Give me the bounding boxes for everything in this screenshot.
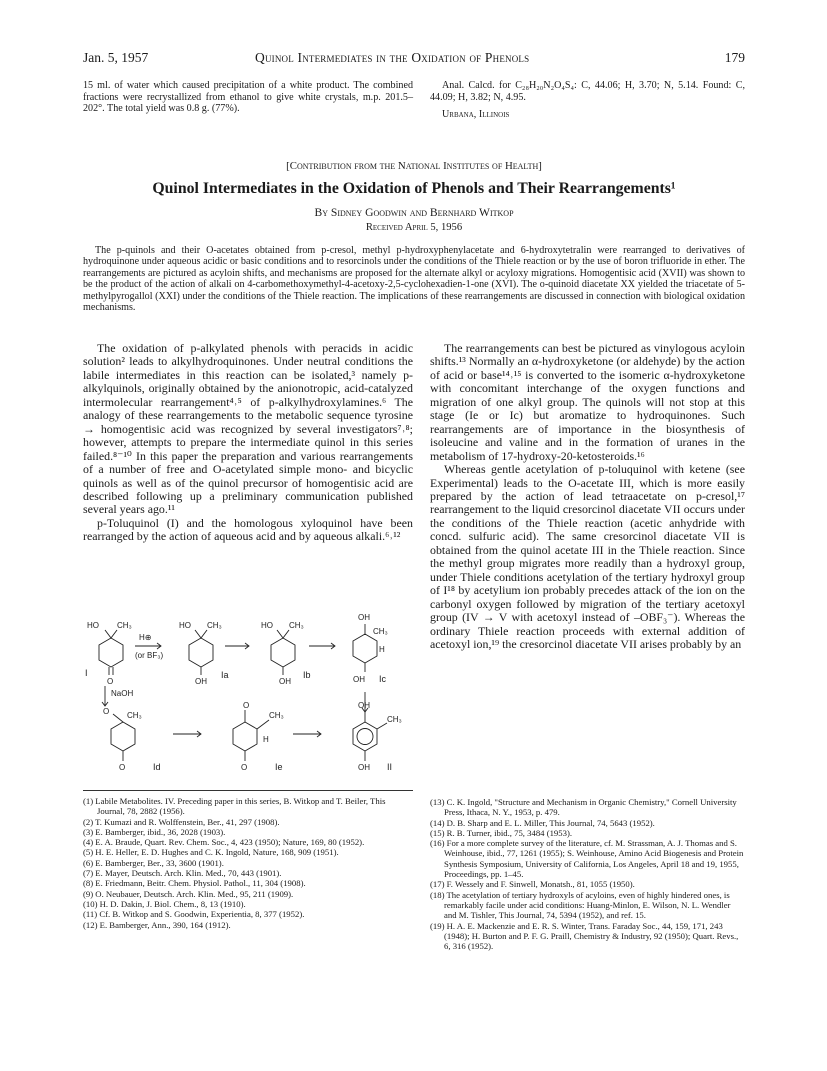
analysis-text: Anal. Calcd. for C₂₈H₂₀N₂O₄S₄: C, 44.06; H, 3.70; N, 5.14. Found: C, 44.09; H, 3.82; N, 4.95. <box>430 80 745 103</box>
ring-Ie <box>233 722 257 751</box>
footnote-16: (16) For a more complete survey of the literature, cf. M. Strassman, A. J. Thomas and S. Weinhouse, ibid., 77, 1261 (1955); S. Weinhouse, Amino Acid Biogenesis and Protein Synthesis Symposium, University of California, Los Angeles, April 18 and 19, 1955, Proceedings, pp. 1–45. <box>430 838 744 880</box>
left-column-body <box>83 342 413 544</box>
footnote-7: (7) E. Mayer, Deutsch. Arch. Klin. Med., 70, 443 (1901). <box>83 868 282 879</box>
footnote-19: (19) H. A. E. Mackenzie and E. R. S. Winter, Trans. Faraday Soc., 44, 159, 171, 243 (1948); H. Burton and P. F. G. Praill, Chemistry & Industry, 92 (1950); Quart. Revs., 6, 316 (1952). <box>430 920 739 952</box>
label-HO-Ia: HO <box>179 621 191 630</box>
running-title: Quinol Intermediates in the Oxidation of Phenols <box>255 50 530 65</box>
right-column-body <box>430 342 745 651</box>
naoh-label: NaOH <box>111 689 134 698</box>
previous-article-text: 15 ml. of water which caused precipitation of a white product. The combined fractions were recrystallized from ethanol to give white crystals, m.p. 201.5–202°. The total yield was 0.8 g. (77%). <box>83 80 413 115</box>
ring-Ia <box>189 638 213 667</box>
affiliation-place: Urbana, Illinois <box>442 109 510 121</box>
label-OH-II-top: OH <box>358 701 370 710</box>
footnote-12: (12) E. Bamberger, Ann., 390, 164 (1912). <box>83 919 231 930</box>
label-O-Ie: O <box>243 701 250 710</box>
compound-label-Ia: Ia <box>221 670 229 680</box>
previous-article-end <box>83 80 413 115</box>
contribution-line: [Contribution from the National Institutes of Health] <box>286 160 542 172</box>
compound-label-Ic: Ic <box>379 674 387 684</box>
label-HO-Ib: HO <box>261 621 273 630</box>
label-CH3-Ib: CH₃ <box>289 621 304 630</box>
abstract: The p-quinols and their O-acetates obtained from p-cresol, methyl p-hydroxyphenylacetate and 6-hydroxytetralin were rearranged to derivatives of hydroquinone under aqueous acidic or basic conditions and to resorcinols under the conditions of the Thiele reaction or by the use of boron trifluoride in ether. The rearrangements are pictured as acyloin shifts, and mechanisms are proposed for the alternate alkyl or acyloxy migrations. Homogentisic acid (XVII) was shown to be the product of the action of alkali on 4-carbomethoxymethyl-4-acetoxy-2,5-cyclohexadien-1-one (XVI). The o-quinoid diacetate XX yielded the triacetate of 5-methylpyrogallol (XXI) under the conditions of the Thiele reaction. The implications of these rearrangements are discussed in connection with biological oxidation mechanisms. <box>83 245 745 314</box>
footnote-9: (9) O. Neubauer, Deutsch. Arch. Klin. Med., 95, 211 (1909). <box>83 888 294 899</box>
footnote-5: (5) H. E. Heller, E. D. Hughes and C. K. Ingold, Nature, 168, 909 (1951). <box>83 847 339 858</box>
footnote-4: (4) E. A. Braude, Quart. Rev. Chem. Soc., 4, 423 (1950); Nature, 169, 80 (1952). <box>83 837 365 848</box>
toluquinol-paragraph: p-Toluquinol (I) and the homologous xyloquinol have been rearranged by the action of aqueous acid and by aqueous alkali.⁶˒¹² <box>83 515 413 544</box>
footnote-6: (6) E. Bamberger, Ber., 33, 3600 (1901). <box>83 857 224 868</box>
footnotes-right <box>430 797 745 951</box>
ring-Ic <box>353 634 377 663</box>
previous-article-analysis <box>430 80 745 121</box>
authors: By Sidney Goodwin and Bernhard Witkop <box>314 206 514 219</box>
compound-label-II: II <box>387 762 393 772</box>
ring-Ib <box>271 638 295 667</box>
catalyst-alt-label: (or BF₃) <box>135 651 164 660</box>
reaction-scheme <box>83 606 413 784</box>
footnote-14: (14) D. B. Sharp and E. L. Miller, This Journal, 74, 5643 (1952). <box>430 817 655 828</box>
footnote-3: (3) E. Bamberger, ibid., 36, 2028 (1903). <box>83 826 226 837</box>
running-date: Jan. 5, 1957 <box>83 50 149 65</box>
label-O-I: O <box>107 677 114 686</box>
label-O-Id: O <box>103 707 110 716</box>
label-HO-I: HO <box>87 621 99 630</box>
label-OH-Ic: OH <box>353 675 365 684</box>
label-OH-Ia: OH <box>195 677 207 686</box>
compound-label-Ie: Ie <box>275 762 283 772</box>
catalyst-label: H⊕ <box>139 633 152 642</box>
label-CH3-Ic: CH₃ <box>373 627 388 636</box>
compound-label-I: I <box>85 668 88 678</box>
label-H-Ic: H <box>379 645 385 654</box>
label-CH3-II: CH₃ <box>387 715 402 724</box>
article-title: Quinol Intermediates in the Oxidation of Phenols and Their Rearrangements¹ <box>152 180 676 197</box>
footnote-8: (8) E. Friedmann, Beitr. Chem. Physiol. Pathol., 11, 304 (1908). <box>83 878 306 889</box>
footnote-18: (18) The acetylation of tertiary hydroxyls of acyloins, even of highly hindered ones, is remarkably facile under acid conditions: Huang-Minlon, E. Wilson, N. L. Wendler and M. Tishler, This Journal, 74, 5394 (1952), and ref. 15. <box>430 889 731 921</box>
acetylation-paragraph: Whereas gentle acetylation of p-toluquinol with ketene (see Experimental) leads to the O-acetate III, which is more easily prepared by the action of lead tetraacetate on p-cresol,¹⁷ rearrangement to the liquid cresorcinol diacetate VII occurs under the conditions of the Thiele reaction (acetic anhydride with concd. sulfuric acid). The same cresorcinol diacetate VII is obtained from the quinol acetate III in the Thiele reaction. Since the methyl group migrates more readily than a hydroxyl group, under Thiele conditions acetylation of the tertiary hydroxyl group of I¹⁸ by acetylium ion probably precedes attack of the ion on the carbonyl oxygen followed by migration of the tertiary acetoxyl group (IV → V with acetoxyl instead of –OBF₃⁻). Whereas the ordinary Thiele reaction proceeds with external addition of acetoxyl ion,¹⁹ the cresorcinol diacetate VII arises probably by an <box>430 462 745 651</box>
label-OH-Ib: OH <box>279 677 291 686</box>
footnote-13: (13) C. K. Ingold, "Structure and Mechanism in Organic Chemistry," Cornell University Press, Ithaca, N. Y., 1953, p. 479. <box>430 797 737 818</box>
label-H-Ie: H <box>263 735 269 744</box>
footnote-15: (15) R. B. Turner, ibid., 75, 3484 (1953). <box>430 827 573 838</box>
label-CH3-I: CH₃ <box>117 621 132 630</box>
label-CH3-Id: CH₃ <box>127 711 142 720</box>
acyloin-paragraph: The rearrangements can best be pictured as vinylogous acyloin shifts.¹³ Normally an α-hydroxyketone (or aldehyde) by the action of acid or base¹⁴˒¹⁵ is converted to the isomeric α-hydroxyketone with concomitant interchange of the oxygen functions and migration of one alkyl group. The quinols will not stop at this stage (Ie or Ic) but aromatize to hydroquinones. Such rearrangements are of importance in the biosynthesis of isoleucine and valine and in the formation of uranes in the metabolism of 17-hydroxy-20-ketosteroids.¹⁶ <box>430 341 745 463</box>
ring-Id <box>111 722 135 751</box>
label-CH3-Ia: CH₃ <box>207 621 222 630</box>
label-O-Ie-bottom: O <box>241 763 248 772</box>
footnote-11: (11) Cf. B. Witkop and S. Goodwin, Experientia, 8, 377 (1952). <box>83 909 305 920</box>
compound-label-Id: Id <box>153 762 161 772</box>
label-CH3-Ie: CH₃ <box>269 711 284 720</box>
page-number: 179 <box>724 50 745 65</box>
footnotes-left <box>83 796 413 930</box>
intro-paragraph: The oxidation of p-alkylated phenols with peracids in acidic solution² leads to alkylhydroquinones. Under neutral conditions the labile intermediates in this reaction can be isolated,³ namely p-alkylquinols, originally obtained by the anionotropic, acid-catalyzed intermolecular rearrangement⁴˒⁵ of p-alkylhydroxylamines.⁶ The analogy of these rearrangements to the metabolic sequence tyrosine → homogentisic acid was recognized by several investigators⁷˒⁸; however, attempts to prepare the intermediate quinol in this series failed.⁸⁻¹⁰ In this paper the preparation and various rearrangements of a number of free and O-acetylated simple mono- and bicyclic quinols as well as of the quinol precursor of homogentisic acid are described following up a preliminary communication published several years ago.¹¹ <box>83 341 413 517</box>
label-OH-Ic-top: OH <box>358 613 370 622</box>
label-O-Id-bottom: O <box>119 763 126 772</box>
compound-label-Ib: Ib <box>303 670 311 680</box>
footnote-2: (2) T. Kumazi and R. Wolffenstein, Ber., 41, 297 (1908). <box>83 816 280 827</box>
label-OH-II: OH <box>358 763 370 772</box>
footnote-10: (10) H. D. Dakin, J. Biol. Chem., 8, 13 (1910). <box>83 898 246 909</box>
footnote-17: (17) F. Wessely and F. Sinwell, Monatsh., 81, 1055 (1950). <box>430 879 635 890</box>
received-date: Received April 5, 1956 <box>365 222 463 233</box>
footnote-rule-left <box>83 790 413 791</box>
ring-I <box>99 638 123 667</box>
footnote-1: (1) Labile Metabolites. IV. Preceding paper in this series, B. Witkop and T. Beiler, This Journal, 78, 2882 (1956). <box>83 796 386 817</box>
